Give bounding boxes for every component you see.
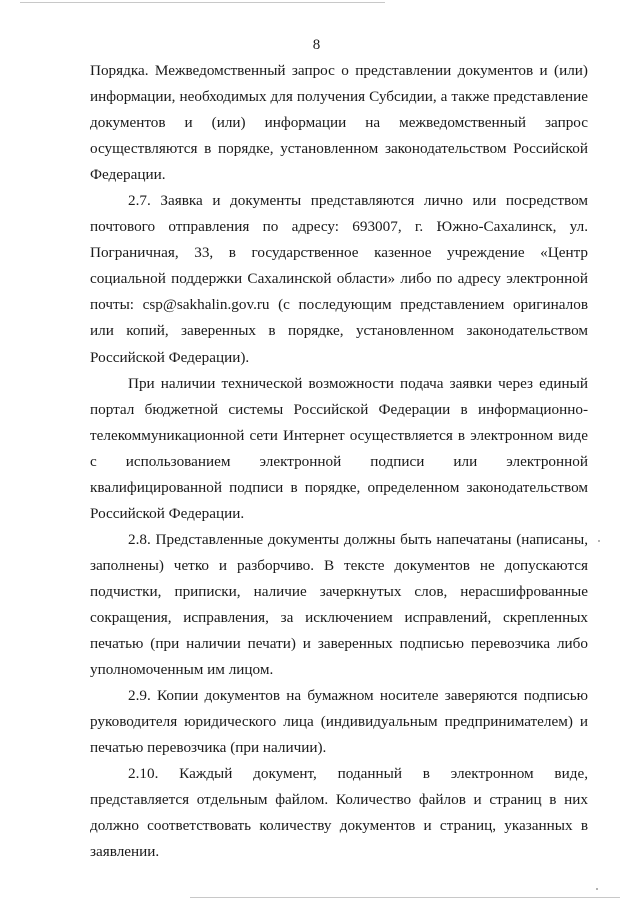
paragraph-2-8: 2.8. Представленные документы должны быть напечатаны (написаны, заполнены) четко и разборчиво. В тексте документов не допускаются подчистки, приписки, наличие зачеркнутых слов, нерасшифрованные сокращения, исправления, за исключением исправлений, скрепленных печатью (при наличии печати) и заверенных подписью перевозчика либо уполномоченным им лицом. [90,530,588,679]
paragraph-2-9: 2.9. Копии документов на бумажном носителе заверяются подписью руководителя юридического лица (индивидуальным предпринимателем) и печатью перевозчика (при наличии). [90,687,588,757]
paragraph-2-7: 2.7. Заявка и документы представляются лично или посредством почтового отправления по адресу: 693007, г. Южно-Сахалинск, ул. Пограничная, 33, в государственное казенное учреждение «Центр социальной поддержки Сахалинской области» либо по адресу электронной почты: csp@sakhalin.gov.ru (с последующим представлением оригиналов или копий, заверенных в порядке, установленном законодательством Российской Федерации). [90,192,588,366]
scan-speck [598,540,600,542]
paragraph-continuation: Порядка. Межведомственный запрос о представлении документов и (или) информации, необходимых для получения Субсидии, а также представление документов и (или) информации на межведомственный запрос осуществляются в порядке, установленном законодательством Российской Федерации. [90,62,588,184]
document-body [90,58,588,865]
paragraph-2-10: 2.10. Каждый документ, поданный в электронном виде, представляется отдельным файлом. Количество файлов и страниц в них должно соответствовать количеству документов и страниц, указанных в заявлении. [90,765,588,861]
scan-speck [596,888,598,890]
paragraph-electronic-submission: При наличии технической возможности подача заявки через единый портал бюджетной системы Российской Федерации в информационно-телекоммуникационной сети Интернет осуществляется в электронном виде с использованием электронной подписи или электронной квалифицированной подписи в порядке, определенном законодательством Российской Федерации. [90,374,588,522]
page-number: 8 [312,37,321,53]
scan-top-edge-line [20,2,385,3]
scan-bottom-edge-line [190,897,620,898]
